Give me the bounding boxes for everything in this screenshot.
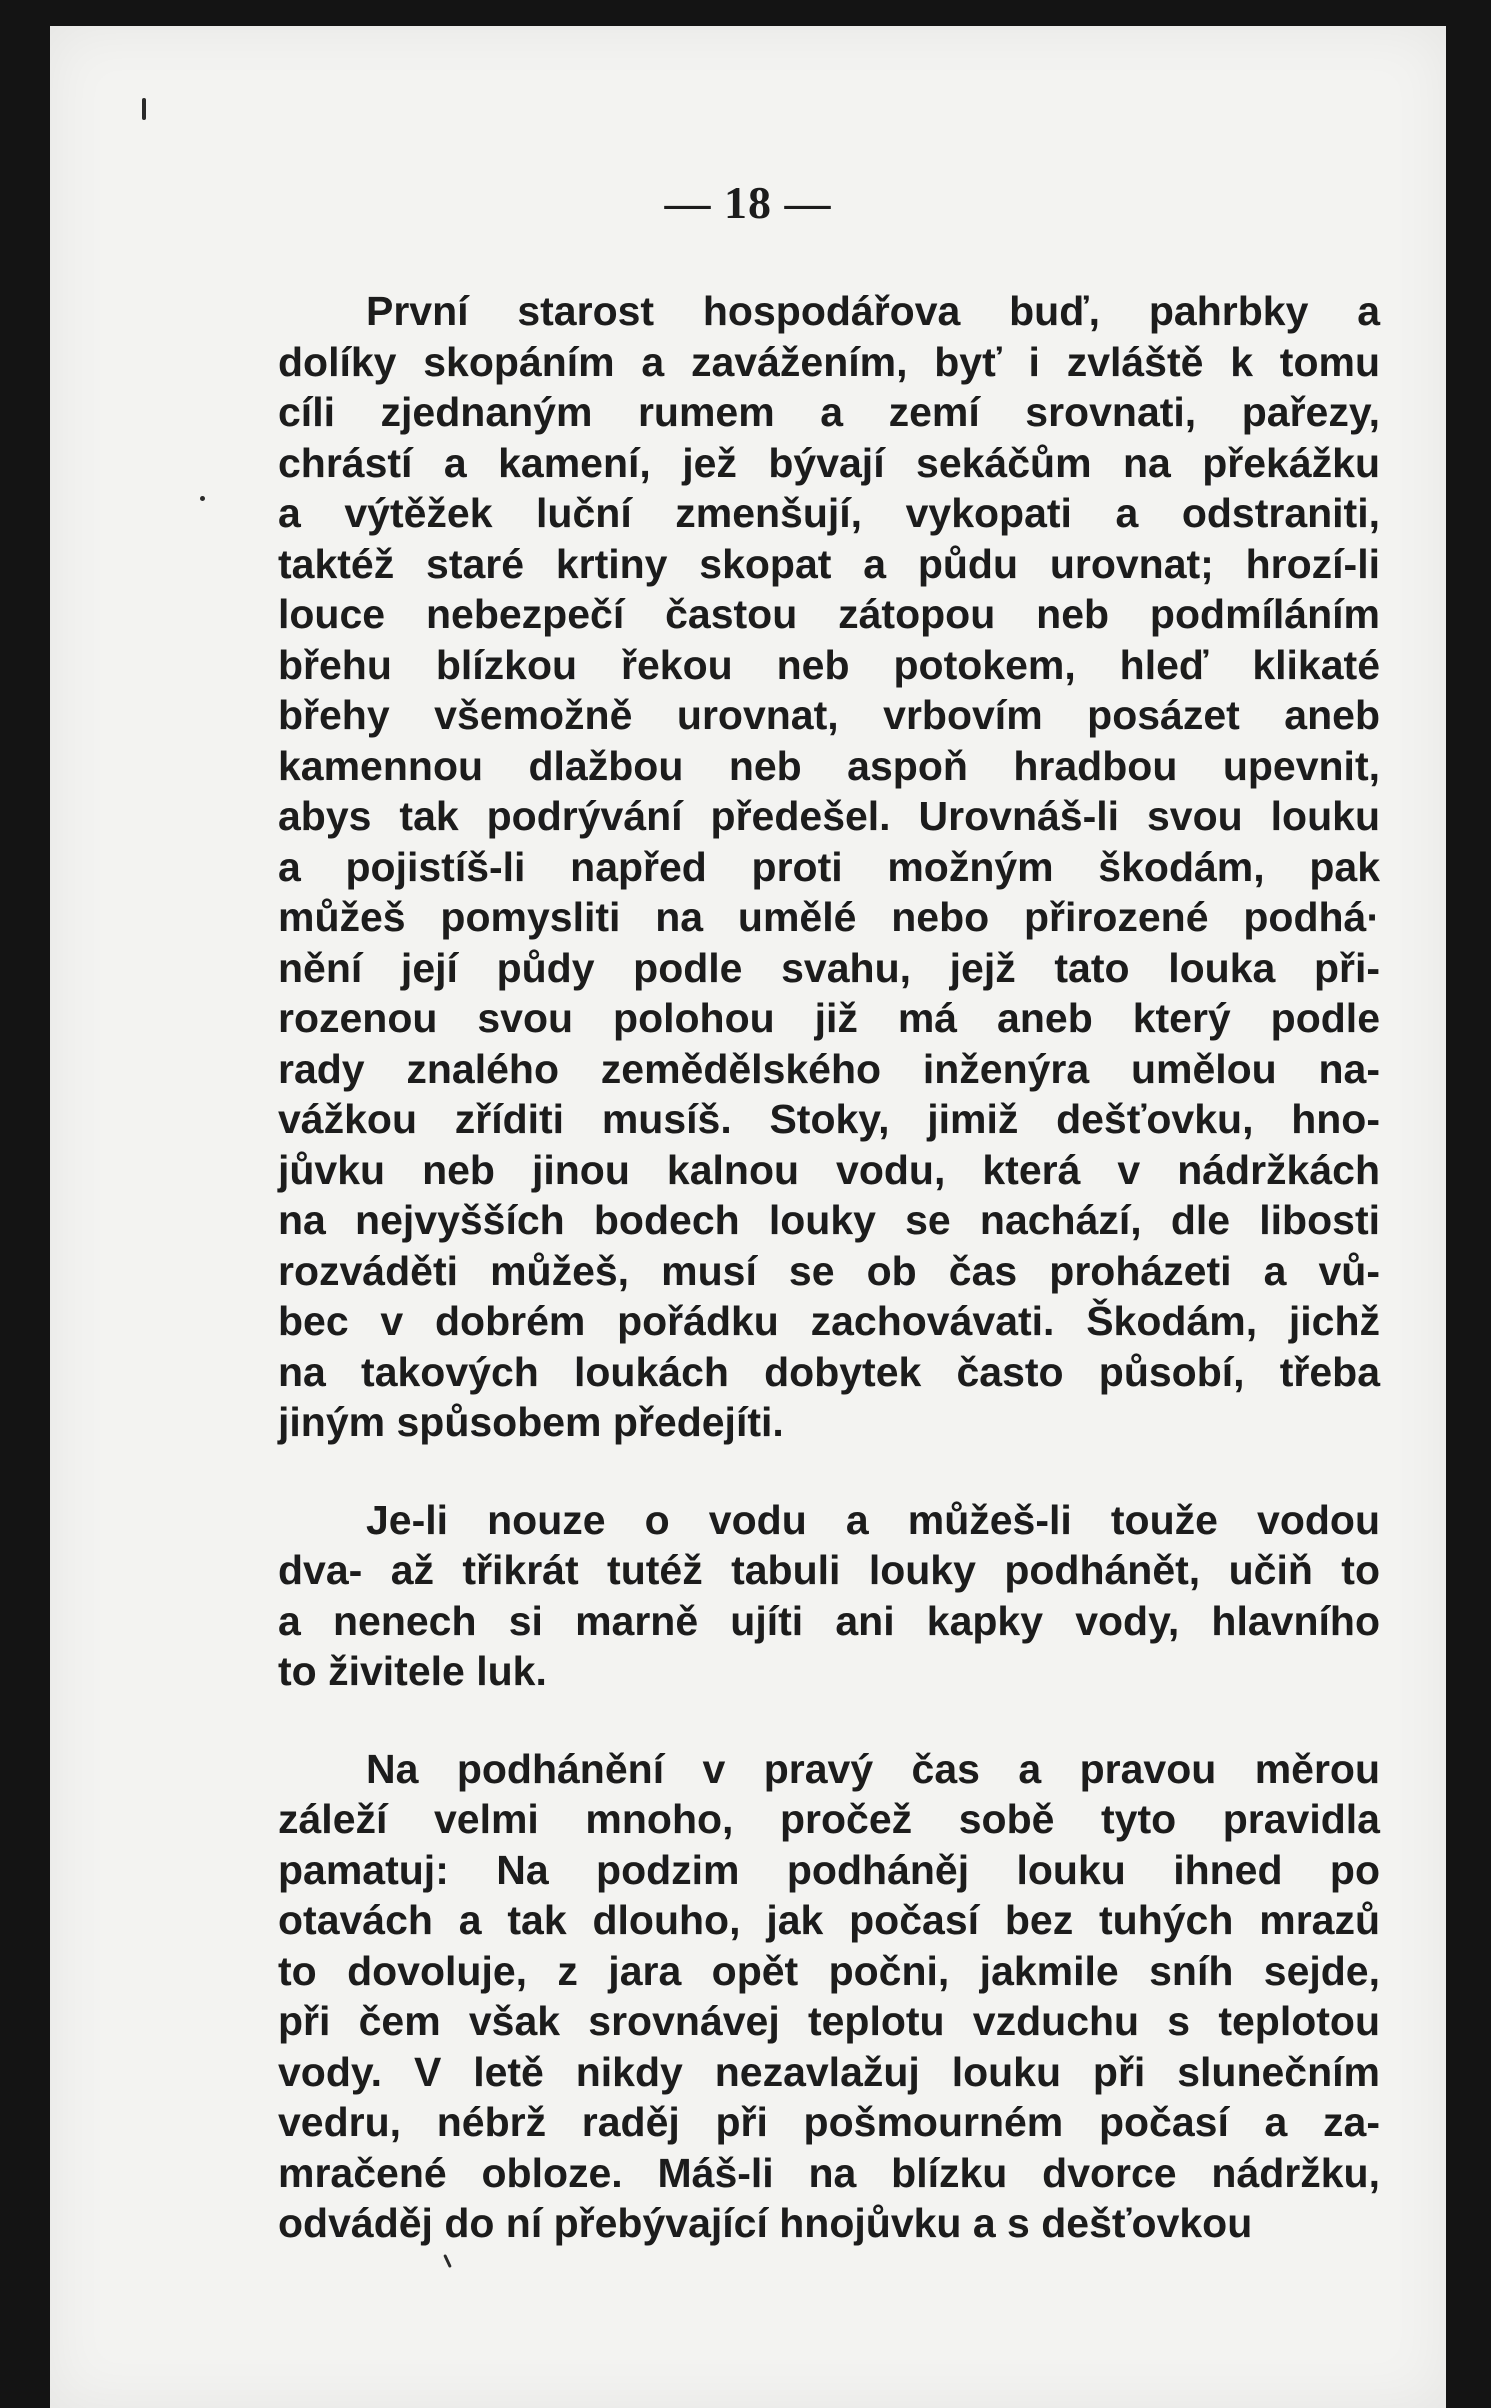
text-line: abys tak podrývání předešel. Urovnáš-li svou louku <box>278 793 1380 839</box>
text-line: taktéž staré krtiny skopat a půdu urovnat; hrozí-li <box>278 540 1380 587</box>
text-line: kamennou dlažbou neb aspoň hradbou upevnit, <box>278 742 1380 789</box>
text-line: můžeš pomysliti na umělé nebo přirozené podhá· <box>278 894 1380 940</box>
text-line: břehu blízkou řekou neb potokem, hleď klikaté <box>278 641 1380 688</box>
text-line: Je-li nouze o vodu a můžeš-li touže vodou <box>366 1496 1380 1543</box>
paragraph-gap <box>278 1697 1380 1744</box>
text-line: a pojistíš-li napřed proti možným škodám, pak <box>278 843 1380 890</box>
text-line: a nenech si marně ujíti ani kapky vody, hlavního <box>278 1597 1380 1644</box>
text-line: a výtěžek luční zmenšují, vykopati a odstraniti, <box>278 490 1380 536</box>
book-page <box>50 26 1446 2408</box>
text-line: záleží velmi mnoho, pročež sobě tyto pravidla <box>278 1796 1380 1842</box>
text-line: První starost hospodářova buď, pahrbky a <box>366 288 1380 334</box>
text-line: rozváděti můžeš, musí se ob čas proházeti a vů- <box>278 1247 1380 1294</box>
text-line: jůvku neb jinou kalnou vodu, která v nádržkách <box>278 1146 1380 1193</box>
text-line: to živitele luk. <box>278 1648 547 1694</box>
text-line: mračené obloze. Máš-li na blízku dvorce nádržku, <box>278 2149 1380 2196</box>
text-line: rady znalého zemědělského inženýra umělou na- <box>278 1045 1380 1092</box>
text-line: to dovoluje, z jara opět počni, jakmile sníh sejde, <box>278 1947 1380 1994</box>
paper-speck <box>142 98 146 120</box>
text-line: rozenou svou polohou již má aneb který podle <box>278 995 1380 1041</box>
body-text <box>278 286 1380 2249</box>
text-line: cíli zjednaným rumem a zemí srovnati, pařezy, <box>278 389 1380 435</box>
page-number: — 18 — <box>664 177 832 228</box>
text-line: Na podhánění v pravý čas a pravou měrou <box>366 1745 1380 1792</box>
text-line: otavách a tak dlouho, jak počasí bez tuhých mrazů <box>278 1897 1380 1943</box>
text-line: na takových loukách dobytek často působí, třeba <box>278 1348 1380 1395</box>
text-line: na nejvyšších bodech louky se nachází, dle libosti <box>278 1197 1380 1243</box>
text-line: vedru, nébrž raděj při pošmourném počasí a za- <box>278 2099 1380 2145</box>
paragraph-1 <box>278 286 1380 1448</box>
paragraph-2 <box>278 1495 1380 1697</box>
text-line: jiným spůsobem předejíti. <box>278 1399 784 1445</box>
text-line: břehy všemožně urovnat, vrbovím posázet aneb <box>278 692 1380 738</box>
paragraph-3 <box>278 1744 1380 2249</box>
paragraph-gap <box>278 1448 1380 1495</box>
text-line: vážkou zříditi musíš. Stoky, jimiž dešťovku, hno- <box>278 1096 1380 1142</box>
text-line: louce nebezpečí častou zátopou neb podmíláním <box>278 591 1380 637</box>
paper-speck <box>200 496 205 501</box>
text-line: dva- až třikrát tutéž tabuli louky podhánět, učiň to <box>278 1547 1380 1593</box>
text-line: pamatuj: Na podzim podháněj louku ihned po <box>278 1846 1380 1893</box>
text-line: chrástí a kamení, jež bývají sekáčům na překážku <box>278 439 1380 486</box>
text-line: dolíky skopáním a zavážením, byť i zvláště k tomu <box>278 338 1380 385</box>
text-line: při čem však srovnávej teplotu vzduchu s teplotou <box>278 1998 1380 2044</box>
text-line: bec v dobrém pořádku zachovávati. Škodám, jichž <box>278 1298 1380 1344</box>
paper-speck <box>443 2254 452 2268</box>
text-line: odváděj do ní přebývající hnojůvku a s dešťovkou <box>278 2200 1253 2246</box>
text-line: nění její půdy podle svahu, jejž tato louka při- <box>278 944 1380 991</box>
text-line: vody. V letě nikdy nezavlažuj louku při slunečním <box>278 2048 1380 2095</box>
